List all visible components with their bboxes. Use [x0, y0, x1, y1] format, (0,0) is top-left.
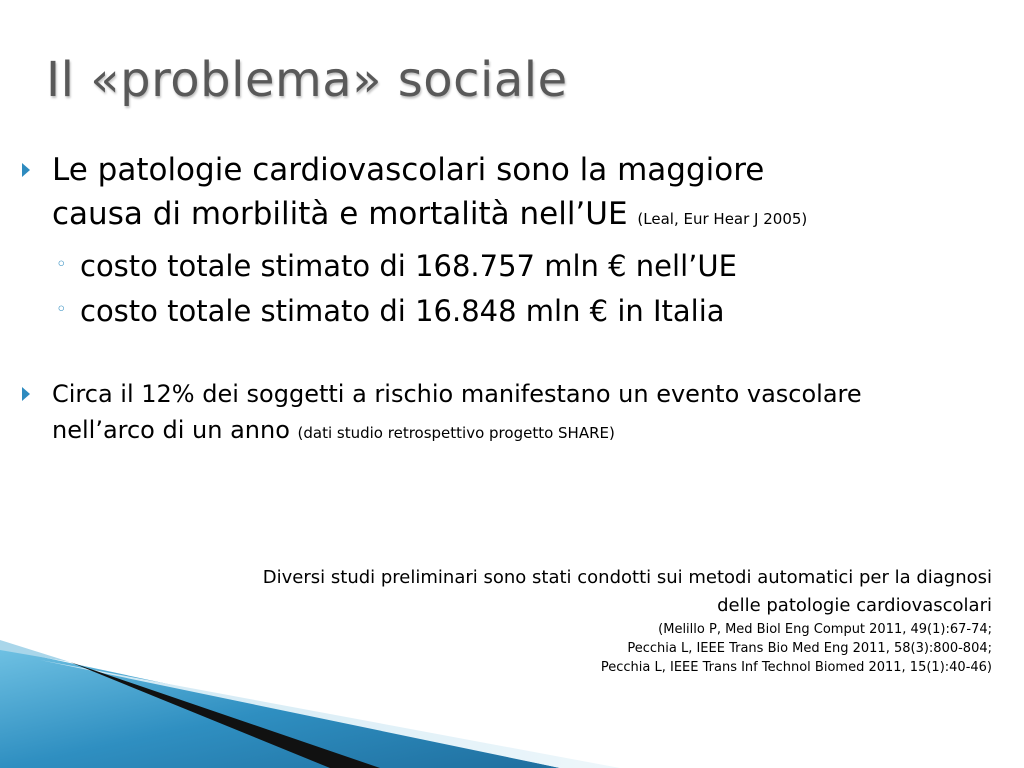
- bullet-1-citation: (Leal, Eur Hear J 2005): [637, 210, 808, 228]
- bullet-1-line-2-text: causa di morbilità e mortalità nell’UE: [52, 196, 628, 232]
- sub-item-text: costo totale stimato di 16.848 mln € in Italia: [80, 294, 725, 328]
- bullet-2-line-2-text: nell’arco di un anno: [52, 416, 290, 444]
- sub-bullet-ring-icon: ◦: [56, 299, 67, 320]
- bullet-1-line-2: [52, 194, 807, 239]
- bullet-2-citation: (dati studio retrospettivo progetto SHARE): [297, 424, 615, 442]
- bullet-1-line-1: Le patologie cardiovascolari sono la maggiore: [52, 152, 765, 188]
- slide-title: Il «problema» sociale: [46, 52, 568, 108]
- reference-citation: (Melillo P, Med Biol Eng Comput 2011, 49(1):67-74;: [658, 622, 992, 637]
- references-lead-line-1: Diversi studi preliminari sono stati condotti sui metodi automatici per la diagnosi: [262, 567, 992, 588]
- reference-citation: Pecchia L, IEEE Trans Bio Med Eng 2011, 58(3):800-804;: [627, 641, 992, 656]
- references-lead-line-2: delle patologie cardiovascolari: [717, 595, 992, 616]
- sub-bullet-ring-icon: ◦: [56, 254, 67, 275]
- sub-item-text: costo totale stimato di 168.757 mln € nell’UE: [80, 249, 737, 283]
- decorative-swoosh: [0, 640, 1024, 768]
- reference-citation: Pecchia L, IEEE Trans Inf Technol Biomed 2011, 15(1):40-46): [600, 660, 992, 675]
- bullet-2-line-2: [52, 412, 615, 451]
- bullet-arrow-icon: [22, 387, 30, 401]
- bullet-2-line-1: Circa il 12% dei soggetti a rischio manifestano un evento vascolare: [52, 380, 862, 408]
- bullet-arrow-icon: [22, 163, 30, 177]
